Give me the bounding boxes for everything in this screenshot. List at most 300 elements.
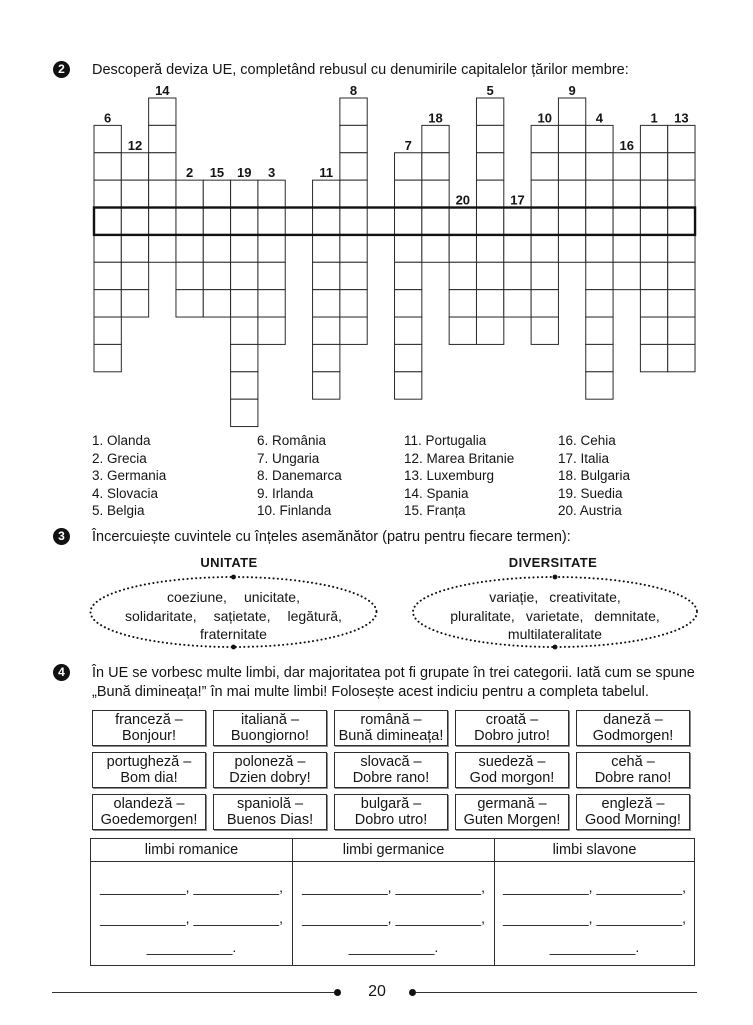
crossword-column (395, 138, 422, 399)
crossword-cell (94, 290, 121, 317)
crossword-cell (531, 125, 558, 152)
crossword-cell (94, 208, 121, 235)
crossword-cell (340, 208, 367, 235)
greeting-language: română – (360, 712, 422, 728)
crossword-cell (203, 208, 230, 235)
word-option: multilateralitate (507, 626, 603, 642)
table-header: limbi slavone (495, 839, 694, 862)
clue-item: 8. Danemarca (257, 468, 342, 483)
greeting-phrase: Bonjour! (121, 728, 176, 744)
diversitate-word-group (413, 588, 697, 644)
crossword-cell (668, 180, 695, 207)
crossword-cell (121, 262, 148, 289)
crossword-cell (231, 262, 258, 289)
crossword-cell (94, 180, 121, 207)
crossword-cell (340, 125, 367, 152)
word-line (90, 607, 377, 626)
clue-item: 18. Bulgaria (558, 468, 631, 483)
word-option: fraternitate (200, 626, 267, 642)
crossword-cell (531, 208, 558, 235)
clue-number-label: 19 (237, 165, 252, 181)
crossword-cell (340, 317, 367, 344)
greeting-box (455, 794, 569, 830)
crossword-cell (586, 125, 613, 152)
crossword-cell (613, 180, 640, 207)
ellipse-dot (231, 575, 236, 580)
crossword-cell (313, 208, 340, 235)
greeting-phrase: Dzien dobry! (229, 770, 311, 786)
clue-number-label: 10 (537, 110, 553, 126)
clue-number-label: 4 (595, 110, 604, 126)
crossword-cell (668, 208, 695, 235)
clue-number-label: 20 (455, 192, 471, 208)
blank-line: ___________, ___________, (503, 910, 686, 926)
crossword-column (121, 138, 148, 317)
clue-item: 16. Cehia (558, 433, 616, 448)
clue-number-label: 3 (267, 165, 276, 181)
crossword-column (313, 165, 340, 399)
crossword-cell (94, 125, 121, 152)
word-option: unicitate, (243, 589, 300, 605)
crossword-cell (449, 317, 476, 344)
table-header: limbi romanice (91, 839, 292, 862)
word-option: demnitate, (594, 607, 660, 624)
crossword-cell (558, 235, 585, 262)
crossword-column (422, 110, 449, 262)
crossword-cell (613, 153, 640, 180)
crossword-cell (531, 290, 558, 317)
footer-rule-left (52, 992, 334, 993)
crossword-cell (504, 235, 531, 262)
crossword-column (476, 83, 503, 344)
crossword-cell (203, 262, 230, 289)
crossword-cell (558, 180, 585, 207)
crossword-cell (231, 399, 258, 426)
crossword-cell (640, 235, 667, 262)
crossword-cell (395, 262, 422, 289)
word-line (90, 625, 377, 644)
greeting-phrase: Good Morning! (585, 812, 681, 828)
crossword-column (94, 110, 121, 371)
crossword-cell (340, 153, 367, 180)
crossword-cell (504, 208, 531, 235)
crossword-cell (476, 125, 503, 152)
crossword-cell (668, 317, 695, 344)
greeting-phrase: Dobre rano! (352, 770, 430, 786)
clue-number-label: 17 (510, 192, 525, 208)
crossword-cell (422, 180, 449, 207)
crossword-cell (231, 372, 258, 399)
clue-list-column (92, 432, 166, 520)
crossword-cell (258, 180, 285, 207)
crossword-grid (0, 80, 753, 440)
crossword-cell (640, 153, 667, 180)
greeting-language: engleză – (601, 796, 665, 812)
crossword-cell (586, 235, 613, 262)
word-option: coeziune, (167, 589, 227, 605)
crossword-cell (476, 262, 503, 289)
section-2-instruction: Descoperă deviza UE, completând rebusul cu denumirile capitalelor țărilor membre: (92, 62, 629, 78)
greeting-language: poloneză – (234, 754, 306, 770)
crossword-cell (476, 290, 503, 317)
crossword-cell (121, 153, 148, 180)
clue-item: 19. Suedia (558, 485, 623, 501)
crossword-cell (340, 235, 367, 262)
clue-number-label: 18 (428, 110, 443, 126)
clue-item: 10. Finlanda (257, 503, 332, 518)
crossword-cell (668, 153, 695, 180)
crossword-cell (149, 125, 176, 152)
word-line (413, 607, 697, 626)
word-option: sațietate, (213, 607, 271, 624)
crossword-cell (176, 180, 203, 207)
crossword-column (340, 83, 367, 344)
crossword-cell (395, 180, 422, 207)
clue-item: 14. Spania (404, 485, 469, 501)
crossword-cell (313, 344, 340, 371)
greeting-box (213, 710, 327, 746)
crossword-cell (258, 235, 285, 262)
crossword-cell (668, 290, 695, 317)
crossword-cell (449, 290, 476, 317)
crossword-cell (94, 262, 121, 289)
crossword-column (586, 110, 613, 399)
crossword-cell (640, 208, 667, 235)
crossword-cell (558, 98, 585, 125)
table-column-slavic (494, 839, 694, 965)
greeting-box (334, 794, 448, 830)
blank-line: ___________, ___________, (100, 879, 283, 895)
section-4-instruction (92, 664, 695, 702)
crossword-cell (558, 153, 585, 180)
section-3-instruction: Încercuiește cuvintele cu înțeles asemănător (patru pentru fiecare termen): (92, 529, 571, 545)
crossword-cell (613, 262, 640, 289)
crossword-column (640, 110, 667, 371)
ellipse-dot (231, 645, 236, 650)
greeting-box (92, 710, 206, 746)
crossword-cell (449, 262, 476, 289)
crossword-cell (149, 98, 176, 125)
word-option: varietate, (525, 607, 584, 624)
crossword-cell (395, 208, 422, 235)
table-column-germanic (292, 839, 494, 965)
crossword-cell (258, 317, 285, 344)
crossword-cell (313, 372, 340, 399)
crossword-cell (231, 208, 258, 235)
blank-line: ___________, ___________, (100, 910, 283, 926)
footer-rule-right (416, 992, 697, 993)
group-heading-diversitate: DIVERSITATE (508, 555, 598, 570)
crossword-column (176, 165, 203, 317)
clue-item: 1. Olanda (92, 433, 151, 448)
greeting-box (92, 794, 206, 830)
crossword-cell (149, 180, 176, 207)
crossword-cell (422, 153, 449, 180)
greeting-box (576, 794, 690, 830)
crossword-cell (231, 235, 258, 262)
greeting-language: suedeză – (478, 754, 546, 770)
clue-number-label: 5 (486, 83, 494, 98)
crossword-cell (558, 125, 585, 152)
greeting-box (576, 752, 690, 788)
crossword-cell (640, 290, 667, 317)
clue-item: 7. Ungaria (257, 450, 320, 466)
greeting-language: spaniolă – (236, 796, 304, 812)
crossword-cell (231, 344, 258, 371)
clue-list-column (558, 432, 630, 520)
crossword-cell (531, 180, 558, 207)
crossword-cell (149, 235, 176, 262)
crossword-cell (586, 208, 613, 235)
greeting-language: franceză – (115, 712, 183, 728)
crossword-cell (231, 317, 258, 344)
crossword-cell (395, 344, 422, 371)
word-line (90, 588, 377, 607)
crossword-cell (176, 235, 203, 262)
blank-line: ___________, ___________, (302, 879, 485, 895)
clue-number-label: 2 (186, 165, 194, 181)
crossword-cell (395, 290, 422, 317)
crossword-cell (668, 125, 695, 152)
footer-dot (409, 989, 416, 996)
greeting-box (334, 710, 448, 746)
section-number-badge: 4 (53, 664, 70, 681)
crossword-cell (94, 235, 121, 262)
crossword-cell (476, 235, 503, 262)
greeting-phrase: God morgon! (469, 770, 555, 786)
crossword-cell (94, 344, 121, 371)
crossword-cell (176, 262, 203, 289)
section-number-badge: 2 (53, 61, 70, 78)
crossword-cell (340, 262, 367, 289)
crossword-column (504, 193, 531, 318)
clue-number-label: 9 (568, 83, 576, 98)
greeting-language: daneză – (603, 712, 663, 728)
instruction-line: În UE se vorbesc multe limbi, dar majoritatea pot fi grupate în trei categorii. Iată cum se spune (92, 665, 695, 681)
crossword-cell (121, 235, 148, 262)
crossword-cell (586, 344, 613, 371)
crossword-column (613, 138, 640, 290)
crossword-cell (586, 372, 613, 399)
greeting-language: portugheză – (106, 754, 192, 770)
page-number: 20 (368, 983, 386, 1000)
crossword-cell (640, 317, 667, 344)
crossword-cell (313, 262, 340, 289)
greeting-language: slovacă – (360, 754, 422, 770)
crossword-cell (395, 372, 422, 399)
greeting-phrase: Bom dia! (120, 770, 178, 786)
crossword-cell (476, 208, 503, 235)
greeting-box (455, 752, 569, 788)
greeting-box (455, 710, 569, 746)
crossword-cell (395, 317, 422, 344)
word-option: pluralitate, (450, 607, 515, 624)
greeting-language: bulgară – (360, 796, 422, 812)
clue-item: 17. Italia (558, 450, 610, 466)
crossword-cell (640, 125, 667, 152)
blank-line: ___________. (146, 939, 237, 955)
crossword-cell (531, 262, 558, 289)
crossword-cell (176, 290, 203, 317)
crossword-cell (422, 235, 449, 262)
clue-number-label: 15 (209, 165, 225, 181)
clue-number-label: 11 (319, 165, 334, 181)
crossword-cell (476, 180, 503, 207)
clue-number-label: 8 (349, 83, 358, 98)
crossword-cell (504, 262, 531, 289)
clue-item: 9. Irlanda (257, 485, 314, 501)
crossword-cell (231, 180, 258, 207)
clue-number-label: 1 (650, 110, 658, 126)
unitate-word-group (90, 588, 377, 644)
crossword-cell (531, 153, 558, 180)
crossword-cell (203, 180, 230, 207)
clue-number-label: 16 (619, 137, 634, 153)
greeting-language: cehă – (611, 754, 655, 770)
greeting-language: croată – (485, 712, 539, 728)
crossword-cell (586, 153, 613, 180)
language-table (90, 838, 695, 966)
crossword-cell (422, 125, 449, 152)
crossword-cell (258, 290, 285, 317)
section-number-badge: 3 (53, 528, 70, 545)
crossword-cell (258, 208, 285, 235)
clue-number-label: 14 (155, 83, 170, 98)
crossword-cell (613, 235, 640, 262)
crossword-cell (258, 262, 285, 289)
greeting-phrase: Godmorgen! (592, 728, 674, 744)
crossword-cell (313, 180, 340, 207)
table-header: limbi germanice (293, 839, 494, 862)
greeting-phrase: Buongiorno! (230, 728, 310, 744)
crossword-cell (504, 290, 531, 317)
clue-number-label: 6 (104, 110, 112, 126)
clue-number-label: 12 (127, 137, 143, 153)
crossword-cell (586, 317, 613, 344)
crossword-column (449, 193, 476, 345)
crossword-column (668, 110, 695, 371)
instruction-line: „Bună dimineața!” în mai multe limbi! Folosește acest indiciu pentru a completa tabelul. (92, 684, 649, 700)
crossword-column (231, 165, 258, 426)
greeting-phrase: Bună dimineața! (338, 728, 444, 744)
footer-dot (334, 989, 341, 996)
clue-item: 20. Austria (558, 503, 622, 518)
crossword-cell (476, 153, 503, 180)
greeting-phrase: Goedemorgen! (100, 812, 198, 828)
clue-number-label: 13 (674, 110, 689, 126)
greeting-box (213, 794, 327, 830)
crossword-cell (231, 290, 258, 317)
crossword-cell (640, 344, 667, 371)
table-column-romance (91, 839, 292, 965)
blank-line: ___________. (348, 939, 439, 955)
crossword-column (203, 165, 230, 317)
ellipse-dot (553, 575, 558, 580)
crossword-cell (94, 153, 121, 180)
greeting-language: germană – (477, 796, 547, 812)
crossword-cell (149, 208, 176, 235)
word-option: legătură, (287, 607, 342, 624)
clue-list-column (404, 432, 514, 520)
clue-item: 15. Franța (404, 503, 466, 518)
crossword-cell (94, 317, 121, 344)
greeting-phrase: Buenos Dias! (226, 812, 314, 828)
crossword-cell (586, 180, 613, 207)
ellipse-dot (553, 645, 558, 650)
crossword-cell (449, 208, 476, 235)
crossword-cell (121, 180, 148, 207)
crossword-cell (203, 290, 230, 317)
crossword-cell (668, 344, 695, 371)
crossword-cell (476, 317, 503, 344)
crossword-column (531, 110, 558, 344)
crossword-cell (586, 262, 613, 289)
crossword-cell (640, 180, 667, 207)
crossword-cell (668, 262, 695, 289)
greeting-language: italiană – (240, 712, 300, 728)
crossword-cell (422, 208, 449, 235)
group-heading-unitate: UNITATE (200, 555, 258, 570)
crossword-cell (313, 235, 340, 262)
greeting-box (213, 752, 327, 788)
crossword-cell (340, 98, 367, 125)
greeting-phrase: Dobro jutro! (474, 728, 550, 744)
crossword-cell (586, 290, 613, 317)
blank-line: ___________, ___________, (302, 910, 485, 926)
clue-list-column (257, 432, 342, 520)
clue-item: 3. Germania (92, 468, 167, 483)
clue-item: 6. România (257, 433, 327, 448)
crossword-cell (476, 98, 503, 125)
crossword-cell (449, 235, 476, 262)
greeting-box (576, 710, 690, 746)
word-option: variație, (489, 589, 539, 605)
crossword-cell (395, 235, 422, 262)
word-line (413, 625, 697, 644)
crossword-cell (558, 208, 585, 235)
crossword-cell (149, 153, 176, 180)
greeting-phrase: Dobre rano! (594, 770, 672, 786)
word-line (413, 588, 697, 607)
clue-item: 2. Grecia (92, 450, 147, 466)
blank-line: ___________. (549, 939, 640, 955)
greeting-language: olandeză – (113, 796, 185, 812)
crossword-column (258, 165, 285, 344)
crossword-cell (121, 208, 148, 235)
crossword-cell (613, 208, 640, 235)
word-option: creativitate, (549, 589, 621, 605)
crossword-cell (531, 235, 558, 262)
clue-item: 11. Portugalia (404, 433, 487, 448)
greeting-box (334, 752, 448, 788)
crossword-cell (340, 180, 367, 207)
greeting-phrase: Guten Morgen! (463, 812, 561, 828)
clue-item: 12. Marea Britanie (404, 450, 515, 466)
crossword-cell (121, 290, 148, 317)
crossword-cell (313, 290, 340, 317)
clue-number-label: 7 (404, 137, 412, 153)
blank-line: ___________, ___________, (503, 879, 686, 895)
crossword-cell (640, 262, 667, 289)
greeting-phrase: Dobro utro! (354, 812, 428, 828)
crossword-cell (313, 317, 340, 344)
crossword-cell (340, 290, 367, 317)
clue-item: 13. Luxemburg (404, 468, 495, 483)
crossword-cell (668, 235, 695, 262)
crossword-cell (203, 235, 230, 262)
crossword-cell (176, 208, 203, 235)
crossword-cell (531, 317, 558, 344)
